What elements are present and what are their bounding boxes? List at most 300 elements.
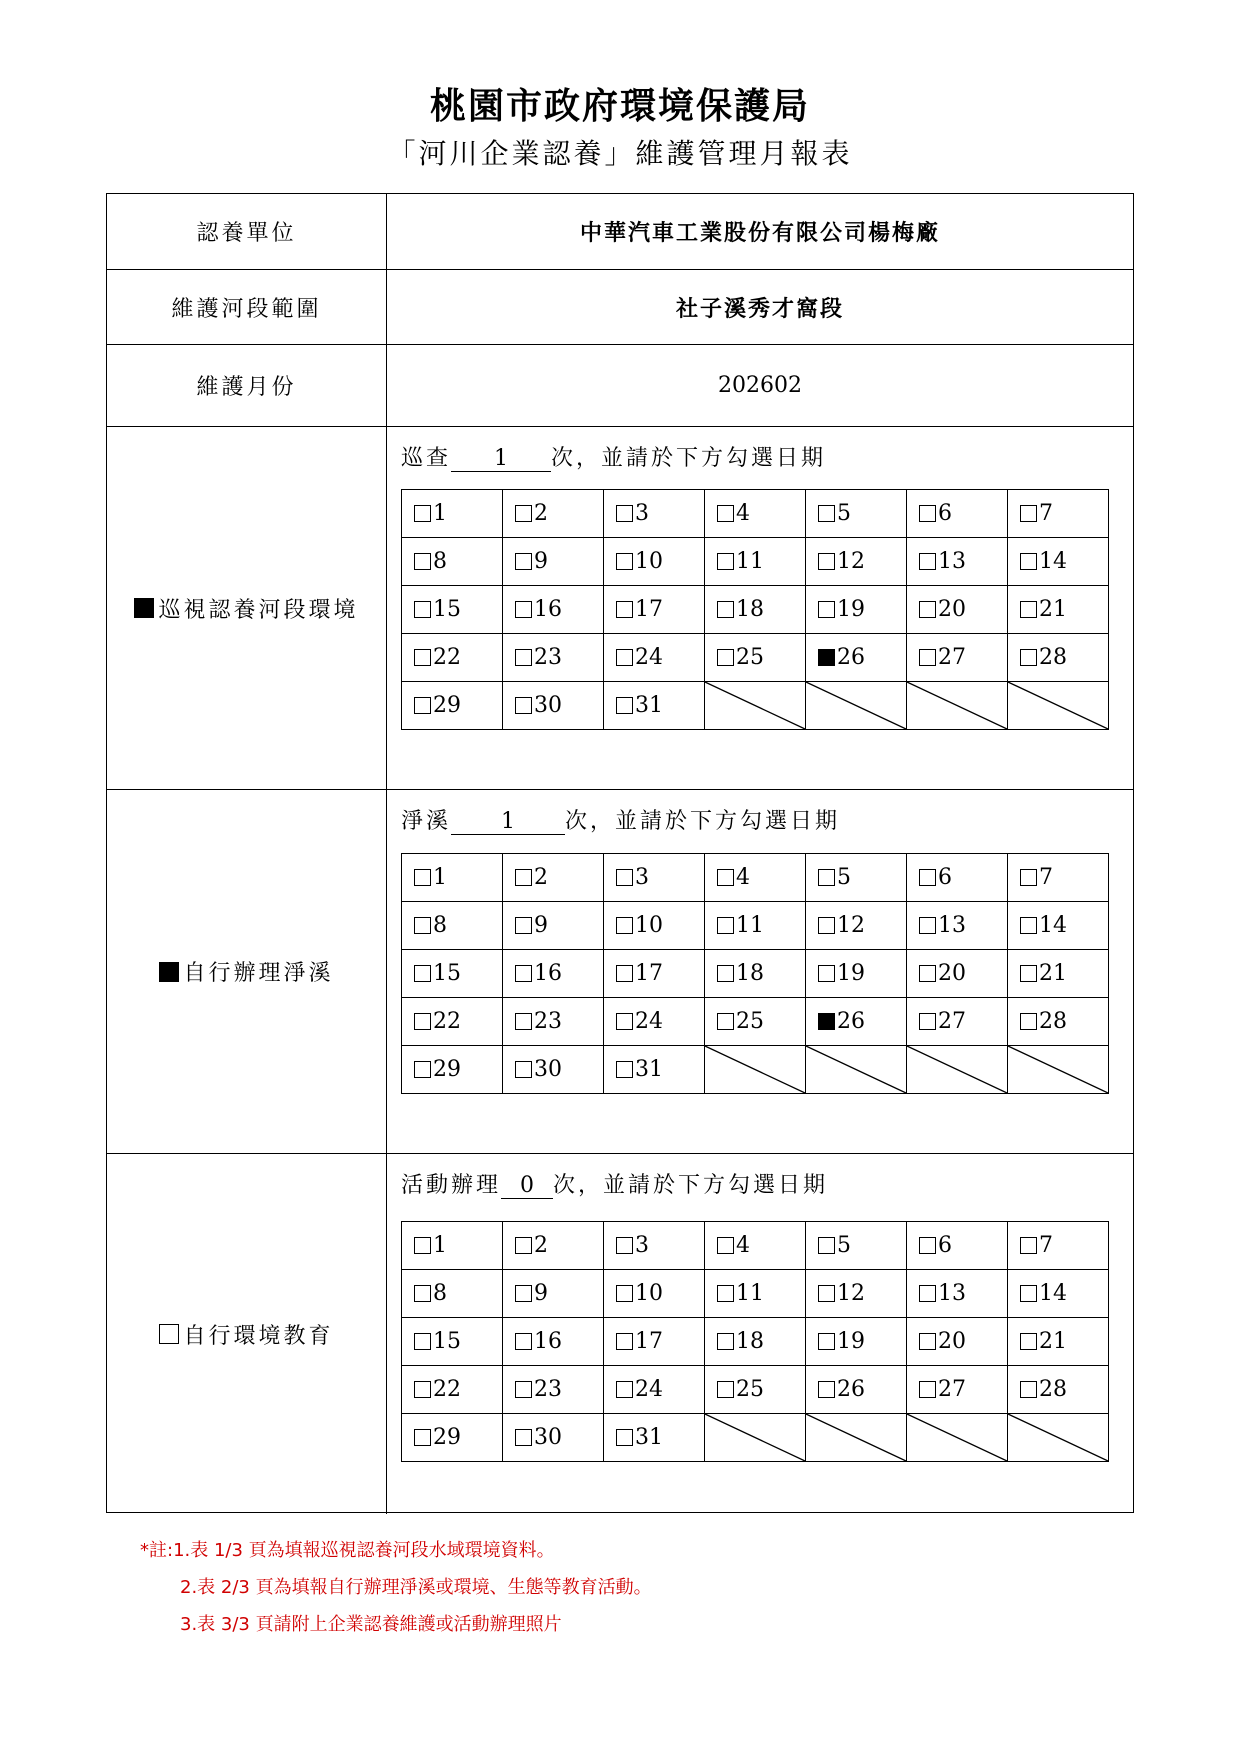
day-cell-9[interactable]: [503, 1270, 604, 1318]
day-number: 16: [534, 597, 562, 622]
day-cell-25[interactable]: [705, 998, 806, 1046]
day-checkbox[interactable]: [717, 1013, 734, 1030]
day-number: 11: [736, 549, 764, 574]
day-cell-12[interactable]: [806, 538, 907, 586]
day-cell-21[interactable]: [1008, 950, 1109, 998]
day-cell-1[interactable]: [402, 854, 503, 902]
day-number: 12: [837, 913, 865, 938]
patrol-count-field[interactable]: 1: [451, 446, 551, 472]
day-number: 2: [534, 501, 548, 526]
day-checkbox[interactable]: [1020, 601, 1037, 618]
day-cell-27[interactable]: [907, 1366, 1008, 1414]
day-cell-5[interactable]: [806, 854, 907, 902]
day-cell-25[interactable]: [705, 1366, 806, 1414]
day-number: 20: [938, 1329, 966, 1354]
cleanup-detail: [387, 790, 1133, 1153]
day-checkbox[interactable]: [919, 649, 936, 666]
day-checkbox[interactable]: [818, 1013, 835, 1030]
day-cell-30[interactable]: [503, 682, 604, 730]
day-number: 10: [635, 913, 663, 938]
day-cell-16[interactable]: [503, 1318, 604, 1366]
day-cell-7[interactable]: [1008, 854, 1109, 902]
education-label: 自行環境教育: [183, 1323, 334, 1349]
day-number: 30: [534, 693, 562, 718]
day-cell-3[interactable]: [604, 1222, 705, 1270]
day-checkbox[interactable]: [515, 1013, 532, 1030]
day-checkbox[interactable]: [414, 553, 431, 570]
day-checkbox[interactable]: [616, 697, 633, 714]
day-checkbox[interactable]: [515, 1333, 532, 1350]
day-checkbox[interactable]: [414, 1333, 431, 1350]
day-cell-4[interactable]: [705, 490, 806, 538]
day-checkbox[interactable]: [414, 1285, 431, 1302]
day-cell-6[interactable]: [907, 490, 1008, 538]
patrol-date-grid: [401, 489, 1109, 730]
day-number: 4: [736, 1233, 750, 1258]
day-checkbox[interactable]: [414, 697, 431, 714]
cleanup-count-suffix: 次，並請於下方勾選日期: [565, 809, 841, 834]
adopter-label: 認養單位: [107, 194, 387, 269]
page-subtitle: 「河川企業認養」維護管理月報表: [387, 137, 853, 170]
day-number: 14: [1039, 913, 1067, 938]
day-cell-5[interactable]: [806, 490, 907, 538]
patrol-count-line: [401, 441, 826, 472]
day-cell-14[interactable]: [1008, 538, 1109, 586]
day-number: 1: [433, 865, 447, 890]
day-cell-23[interactable]: [503, 634, 604, 682]
day-number: 29: [433, 1425, 461, 1450]
date-grid-row: [402, 634, 1109, 682]
day-cell-22[interactable]: [402, 998, 503, 1046]
adopter-value: 中華汽車工業股份有限公司楊梅廠: [579, 220, 940, 246]
day-number: 30: [534, 1425, 562, 1450]
education-count-prefix: 活動辦理: [401, 1173, 502, 1198]
day-checkbox[interactable]: [717, 1237, 734, 1254]
day-checkbox[interactable]: [515, 965, 532, 982]
day-cell-22[interactable]: [402, 634, 503, 682]
day-checkbox[interactable]: [515, 1381, 532, 1398]
empty-cell: [806, 1414, 907, 1462]
day-number: 9: [534, 1281, 548, 1306]
day-checkbox[interactable]: [414, 965, 431, 982]
day-checkbox[interactable]: [616, 917, 633, 934]
report-form: [106, 193, 1134, 1513]
cleanup-count-line: [401, 804, 840, 835]
day-checkbox[interactable]: [818, 1333, 835, 1350]
day-cell-24[interactable]: [604, 634, 705, 682]
footnote-3: 3.表 3/3 頁請附上企業認養維護或活動辦理照片: [180, 1614, 562, 1635]
day-checkbox[interactable]: [515, 917, 532, 934]
day-checkbox[interactable]: [515, 649, 532, 666]
day-checkbox[interactable]: [717, 505, 734, 522]
empty-cell: [907, 1046, 1008, 1094]
day-checkbox[interactable]: [515, 1429, 532, 1446]
day-cell-2[interactable]: [503, 854, 604, 902]
day-number: 3: [635, 865, 649, 890]
day-cell-11[interactable]: [705, 1270, 806, 1318]
day-checkbox[interactable]: [1020, 965, 1037, 982]
day-cell-24[interactable]: [604, 1366, 705, 1414]
empty-cell: [806, 682, 907, 730]
day-checkbox[interactable]: [616, 505, 633, 522]
day-checkbox[interactable]: [616, 649, 633, 666]
day-cell-3[interactable]: [604, 854, 705, 902]
day-cell-12[interactable]: [806, 1270, 907, 1318]
date-grid-row: [402, 1046, 1109, 1094]
day-checkbox[interactable]: [818, 1381, 835, 1398]
day-checkbox[interactable]: [1020, 1285, 1037, 1302]
day-checkbox[interactable]: [717, 553, 734, 570]
day-cell-29[interactable]: [402, 1414, 503, 1462]
day-number: 13: [938, 549, 966, 574]
cleanup-label: 自行辦理淨溪: [183, 961, 334, 986]
day-cell-5[interactable]: [806, 1222, 907, 1270]
day-checkbox[interactable]: [919, 505, 936, 522]
empty-cell: [806, 1046, 907, 1094]
day-checkbox[interactable]: [919, 1285, 936, 1302]
day-checkbox[interactable]: [1020, 649, 1037, 666]
day-number: 28: [1039, 645, 1067, 670]
day-number: 23: [534, 1377, 562, 1402]
day-checkbox[interactable]: [818, 649, 835, 666]
day-cell-16[interactable]: [503, 586, 604, 634]
section-cleanup: [107, 790, 1133, 1154]
day-checkbox[interactable]: [919, 1237, 936, 1254]
info-row-river-section: [107, 270, 1133, 345]
day-cell-19[interactable]: [806, 950, 907, 998]
day-cell-28[interactable]: [1008, 1366, 1109, 1414]
date-grid-row: [402, 902, 1109, 950]
day-cell-15[interactable]: [402, 1318, 503, 1366]
day-cell-18[interactable]: [705, 1318, 806, 1366]
day-checkbox[interactable]: [414, 601, 431, 618]
day-cell-14[interactable]: [1008, 1270, 1109, 1318]
date-grid-row: [402, 1366, 1109, 1414]
day-number: 7: [1039, 1233, 1053, 1258]
day-cell-9[interactable]: [503, 902, 604, 950]
day-cell-8[interactable]: [402, 1270, 503, 1318]
day-checkbox[interactable]: [919, 965, 936, 982]
day-cell-12[interactable]: [806, 902, 907, 950]
date-grid-row: [402, 854, 1109, 902]
day-cell-23[interactable]: [503, 1366, 604, 1414]
day-cell-2[interactable]: [503, 490, 604, 538]
day-cell-17[interactable]: [604, 586, 705, 634]
day-number: 7: [1039, 865, 1053, 890]
day-number: 23: [534, 645, 562, 670]
day-cell-9[interactable]: [503, 538, 604, 586]
empty-cell: [1008, 682, 1109, 730]
day-number: 29: [433, 693, 461, 718]
day-checkbox[interactable]: [919, 917, 936, 934]
day-number: 22: [433, 645, 461, 670]
day-checkbox[interactable]: [616, 601, 633, 618]
day-checkbox[interactable]: [414, 1381, 431, 1398]
day-checkbox[interactable]: [717, 1333, 734, 1350]
day-cell-23[interactable]: [503, 998, 604, 1046]
info-row-adopter: [107, 194, 1133, 270]
day-checkbox[interactable]: [1020, 505, 1037, 522]
education-count-line: [401, 1168, 828, 1199]
day-number: 26: [837, 1377, 865, 1402]
day-checkbox[interactable]: [616, 1429, 633, 1446]
day-number: 26: [837, 645, 865, 670]
day-cell-4[interactable]: [705, 854, 806, 902]
day-number: 24: [635, 645, 663, 670]
day-checkbox[interactable]: [1020, 1013, 1037, 1030]
day-checkbox[interactable]: [717, 601, 734, 618]
empty-cell: [705, 1046, 806, 1094]
day-cell-27[interactable]: [907, 634, 1008, 682]
footnote-2: 2.表 2/3 頁為填報自行辦理淨溪或環境、生態等教育活動。: [180, 1577, 652, 1598]
day-number: 27: [938, 1009, 966, 1034]
day-cell-1[interactable]: [402, 490, 503, 538]
day-checkbox[interactable]: [515, 697, 532, 714]
day-number: 27: [938, 645, 966, 670]
day-cell-22[interactable]: [402, 1366, 503, 1414]
day-cell-31[interactable]: [604, 1046, 705, 1094]
day-checkbox[interactable]: [616, 553, 633, 570]
day-number: 19: [837, 597, 865, 622]
day-cell-19[interactable]: [806, 586, 907, 634]
day-cell-13[interactable]: [907, 1270, 1008, 1318]
day-number: 10: [635, 549, 663, 574]
day-checkbox[interactable]: [1020, 869, 1037, 886]
day-checkbox[interactable]: [1020, 1333, 1037, 1350]
day-checkbox[interactable]: [818, 505, 835, 522]
day-cell-13[interactable]: [907, 538, 1008, 586]
education-checkbox[interactable]: [159, 1324, 179, 1344]
empty-cell: [1008, 1046, 1109, 1094]
day-number: 29: [433, 1057, 461, 1082]
day-number: 9: [534, 913, 548, 938]
day-number: 12: [837, 1281, 865, 1306]
day-cell-8[interactable]: [402, 902, 503, 950]
day-cell-30[interactable]: [503, 1046, 604, 1094]
day-checkbox[interactable]: [818, 869, 835, 886]
day-checkbox[interactable]: [414, 1061, 431, 1078]
day-checkbox[interactable]: [818, 1237, 835, 1254]
day-cell-30[interactable]: [503, 1414, 604, 1462]
day-number: 14: [1039, 549, 1067, 574]
day-number: 15: [433, 961, 461, 986]
education-date-grid: [401, 1221, 1109, 1462]
day-cell-10[interactable]: [604, 538, 705, 586]
month-value: 202602: [718, 373, 802, 398]
day-checkbox[interactable]: [414, 1237, 431, 1254]
day-cell-31[interactable]: [604, 682, 705, 730]
date-grid-row: [402, 490, 1109, 538]
day-number: 20: [938, 961, 966, 986]
cleanup-count-prefix: 淨溪: [401, 809, 452, 834]
day-cell-2[interactable]: [503, 1222, 604, 1270]
date-grid-row: [402, 998, 1109, 1046]
footnote-1: *註:1.表 1/3 頁為填報巡視認養河段水域環境資料。: [140, 1540, 555, 1561]
patrol-checkbox[interactable]: [134, 598, 154, 618]
river-section-value: 社子溪秀才窩段: [675, 295, 844, 322]
day-checkbox[interactable]: [616, 869, 633, 886]
day-checkbox[interactable]: [515, 1061, 532, 1078]
footnotes: [140, 1532, 652, 1643]
day-cell-1[interactable]: [402, 1222, 503, 1270]
day-checkbox[interactable]: [515, 505, 532, 522]
day-cell-18[interactable]: [705, 586, 806, 634]
day-checkbox[interactable]: [919, 601, 936, 618]
day-cell-21[interactable]: [1008, 586, 1109, 634]
empty-cell: [705, 1414, 806, 1462]
day-checkbox[interactable]: [616, 1285, 633, 1302]
day-checkbox[interactable]: [717, 649, 734, 666]
patrol-label-cell: [107, 427, 387, 789]
day-number: 3: [635, 501, 649, 526]
day-cell-28[interactable]: [1008, 634, 1109, 682]
day-cell-19[interactable]: [806, 1318, 907, 1366]
day-number: 25: [736, 1377, 764, 1402]
patrol-label: 巡視認養河段環境: [158, 597, 359, 623]
day-checkbox[interactable]: [616, 1381, 633, 1398]
cleanup-count-field[interactable]: 1: [451, 809, 565, 835]
day-cell-20[interactable]: [907, 586, 1008, 634]
day-checkbox[interactable]: [818, 917, 835, 934]
day-cell-10[interactable]: [604, 902, 705, 950]
day-cell-25[interactable]: [705, 634, 806, 682]
day-checkbox[interactable]: [515, 869, 532, 886]
day-cell-27[interactable]: [907, 998, 1008, 1046]
day-cell-14[interactable]: [1008, 902, 1109, 950]
day-number: 18: [736, 1329, 764, 1354]
day-number: 8: [433, 549, 447, 574]
day-cell-4[interactable]: [705, 1222, 806, 1270]
day-checkbox[interactable]: [616, 1333, 633, 1350]
day-number: 27: [938, 1377, 966, 1402]
day-cell-26[interactable]: [806, 1366, 907, 1414]
day-checkbox[interactable]: [919, 553, 936, 570]
day-cell-16[interactable]: [503, 950, 604, 998]
day-cell-6[interactable]: [907, 1222, 1008, 1270]
day-cell-10[interactable]: [604, 1270, 705, 1318]
day-cell-24[interactable]: [604, 998, 705, 1046]
day-cell-26[interactable]: [806, 634, 907, 682]
day-cell-15[interactable]: [402, 950, 503, 998]
day-number: 21: [1039, 597, 1067, 622]
day-cell-6[interactable]: [907, 854, 1008, 902]
day-checkbox[interactable]: [818, 553, 835, 570]
day-number: 6: [938, 865, 952, 890]
day-cell-7[interactable]: [1008, 490, 1109, 538]
day-checkbox[interactable]: [616, 1013, 633, 1030]
day-number: 31: [635, 1057, 663, 1082]
day-checkbox[interactable]: [414, 1429, 431, 1446]
date-grid-row: [402, 1270, 1109, 1318]
day-checkbox[interactable]: [414, 869, 431, 886]
day-checkbox[interactable]: [515, 1237, 532, 1254]
day-cell-20[interactable]: [907, 1318, 1008, 1366]
day-cell-31[interactable]: [604, 1414, 705, 1462]
day-cell-21[interactable]: [1008, 1318, 1109, 1366]
education-count-field[interactable]: 0: [501, 1173, 553, 1199]
day-number: 2: [534, 1233, 548, 1258]
day-checkbox[interactable]: [414, 917, 431, 934]
day-checkbox[interactable]: [616, 1237, 633, 1254]
day-checkbox[interactable]: [515, 1285, 532, 1302]
day-number: 22: [433, 1377, 461, 1402]
day-checkbox[interactable]: [414, 505, 431, 522]
day-cell-18[interactable]: [705, 950, 806, 998]
day-checkbox[interactable]: [919, 1013, 936, 1030]
day-checkbox[interactable]: [818, 601, 835, 618]
day-cell-29[interactable]: [402, 682, 503, 730]
day-cell-17[interactable]: [604, 950, 705, 998]
day-checkbox[interactable]: [1020, 553, 1037, 570]
day-number: 15: [433, 597, 461, 622]
day-checkbox[interactable]: [515, 553, 532, 570]
day-cell-28[interactable]: [1008, 998, 1109, 1046]
day-cell-3[interactable]: [604, 490, 705, 538]
day-checkbox[interactable]: [717, 869, 734, 886]
day-checkbox[interactable]: [818, 965, 835, 982]
day-number: 31: [635, 693, 663, 718]
day-checkbox[interactable]: [919, 869, 936, 886]
day-checkbox[interactable]: [1020, 1381, 1037, 1398]
cleanup-checkbox[interactable]: [159, 962, 179, 982]
day-cell-29[interactable]: [402, 1046, 503, 1094]
day-number: 13: [938, 913, 966, 938]
day-checkbox[interactable]: [717, 965, 734, 982]
date-grid-row: [402, 950, 1109, 998]
day-checkbox[interactable]: [414, 1013, 431, 1030]
empty-cell: [705, 682, 806, 730]
day-number: 26: [837, 1009, 865, 1034]
day-cell-11[interactable]: [705, 538, 806, 586]
day-checkbox[interactable]: [1020, 917, 1037, 934]
day-number: 18: [736, 961, 764, 986]
day-checkbox[interactable]: [414, 649, 431, 666]
day-number: 8: [433, 913, 447, 938]
day-number: 1: [433, 501, 447, 526]
day-cell-8[interactable]: [402, 538, 503, 586]
day-number: 6: [938, 1233, 952, 1258]
day-number: 19: [837, 961, 865, 986]
day-checkbox[interactable]: [919, 1381, 936, 1398]
day-cell-7[interactable]: [1008, 1222, 1109, 1270]
day-checkbox[interactable]: [717, 1285, 734, 1302]
day-number: 16: [534, 961, 562, 986]
day-checkbox[interactable]: [717, 917, 734, 934]
day-number: 30: [534, 1057, 562, 1082]
day-checkbox[interactable]: [919, 1333, 936, 1350]
day-cell-17[interactable]: [604, 1318, 705, 1366]
day-number: 23: [534, 1009, 562, 1034]
day-checkbox[interactable]: [515, 601, 532, 618]
day-checkbox[interactable]: [616, 965, 633, 982]
day-number: 6: [938, 501, 952, 526]
section-patrol: [107, 427, 1133, 790]
day-cell-13[interactable]: [907, 902, 1008, 950]
day-checkbox[interactable]: [818, 1285, 835, 1302]
day-number: 18: [736, 597, 764, 622]
day-cell-15[interactable]: [402, 586, 503, 634]
day-number: 5: [837, 1233, 851, 1258]
day-checkbox[interactable]: [1020, 1237, 1037, 1254]
day-number: 11: [736, 913, 764, 938]
day-number: 31: [635, 1425, 663, 1450]
day-cell-11[interactable]: [705, 902, 806, 950]
day-cell-26[interactable]: [806, 998, 907, 1046]
day-cell-20[interactable]: [907, 950, 1008, 998]
day-checkbox[interactable]: [616, 1061, 633, 1078]
day-checkbox[interactable]: [717, 1381, 734, 1398]
empty-cell: [1008, 1414, 1109, 1462]
